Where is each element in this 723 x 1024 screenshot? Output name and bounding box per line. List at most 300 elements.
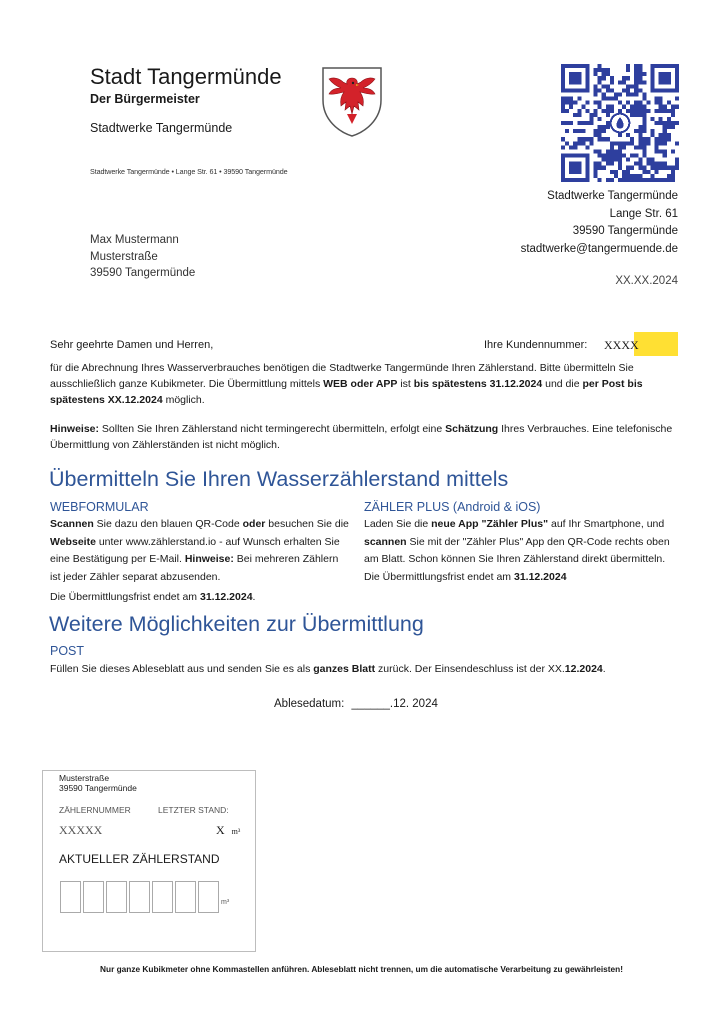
- qr-module: [638, 166, 642, 170]
- qr-module: [610, 170, 614, 174]
- qr-module: [634, 80, 638, 84]
- qr-module: [598, 154, 602, 158]
- qr-module: [646, 162, 650, 166]
- qr-module: [630, 141, 634, 145]
- qr-module: [598, 76, 602, 80]
- qr-module: [565, 109, 569, 113]
- qr-module: [646, 158, 650, 162]
- qr-module: [663, 129, 667, 133]
- qr-module: [581, 137, 585, 141]
- qr-module: [642, 105, 646, 109]
- qr-module: [585, 145, 589, 149]
- qr-module: [667, 133, 671, 137]
- qr-module: [598, 68, 602, 72]
- qr-module: [646, 109, 650, 113]
- qr-module: [626, 68, 630, 72]
- qr-module: [626, 158, 630, 162]
- qr-module: [634, 72, 638, 76]
- qr-module: [589, 113, 593, 117]
- qr-module: [675, 121, 679, 125]
- qr-module: [634, 105, 638, 109]
- qr-module: [642, 121, 646, 125]
- qr-module: [622, 178, 626, 182]
- last-reading-unit: m³: [231, 827, 241, 836]
- qr-module: [594, 133, 598, 137]
- qr-module: [634, 101, 638, 105]
- qr-module: [655, 101, 659, 105]
- qr-module: [602, 129, 606, 133]
- qr-module: [594, 101, 598, 105]
- qr-module: [598, 166, 602, 170]
- current-reading-unit: m³: [221, 899, 230, 906]
- qr-module: [642, 80, 646, 84]
- intro-paragraph: für die Abrechnung Ihres Wasserverbrauches benötigen die Stadtwerke Tangermünde Ihren Zählerstand. Bitte übermitteln Sie ausschließlich ganze Kubikmeter. Die Übermittlung mittels WEB oder APP ist bis spätestens 31.12.2024 und die per Post bis spätestens XX.12.2024 möglich.: [50, 362, 643, 406]
- qr-module: [655, 178, 659, 182]
- qr-module: [618, 109, 622, 113]
- qr-module: [667, 137, 671, 141]
- qr-module: [602, 154, 606, 158]
- qr-module: [561, 121, 565, 125]
- qr-module: [610, 88, 614, 92]
- qr-module: [638, 133, 642, 137]
- qr-module: [663, 105, 667, 109]
- qr-module: [614, 141, 618, 145]
- qr-module: [638, 72, 642, 76]
- web-form-text: Scannen Sie dazu den blauen QR-Code oder besuchen Sie die Webseite unter www.zählerstand.io - auf Wunsch erhalten Sie eine Bestätigung per E-Mail. Hinweise: Bei mehreren Zählern ist jeder Zähler separat abzusenden.: [50, 518, 349, 583]
- qr-module: [602, 68, 606, 72]
- qr-module: [667, 117, 671, 121]
- qr-module: [618, 166, 622, 170]
- qr-module: [626, 141, 630, 145]
- qr-module: [638, 76, 642, 80]
- qr-module: [598, 133, 602, 137]
- qr-module: [561, 137, 565, 141]
- qr-module: [634, 109, 638, 113]
- qr-module: [610, 97, 614, 101]
- qr-module: [659, 109, 663, 113]
- qr-module: [651, 129, 655, 133]
- qr-module: [646, 178, 650, 182]
- qr-module: [598, 105, 602, 109]
- qr-module: [622, 154, 626, 158]
- qr-module: [598, 88, 602, 92]
- qr-module: [626, 170, 630, 174]
- qr-module: [626, 109, 630, 113]
- qr-module: [581, 129, 585, 133]
- qr-module: [606, 137, 610, 141]
- coat-of-arms-icon: [321, 66, 383, 138]
- qr-module: [610, 149, 614, 153]
- digit-box[interactable]: [106, 881, 127, 913]
- qr-module: [642, 166, 646, 170]
- qr-module: [577, 137, 581, 141]
- qr-module: [594, 162, 598, 166]
- reading-date: [274, 698, 438, 710]
- qr-module: [655, 166, 659, 170]
- qr-module: [638, 174, 642, 178]
- qr-module: [642, 141, 646, 145]
- digit-box[interactable]: [198, 881, 219, 913]
- customer-number-label: Ihre Kundennummer:: [484, 339, 588, 351]
- qr-module: [610, 109, 614, 113]
- qr-module: [671, 178, 675, 182]
- qr-module: [610, 80, 614, 84]
- qr-module: [655, 137, 659, 141]
- qr-module: [594, 109, 598, 113]
- qr-module: [614, 174, 618, 178]
- qr-module: [581, 121, 585, 125]
- qr-module: [602, 137, 606, 141]
- qr-module: [602, 92, 606, 96]
- qr-module: [606, 84, 610, 88]
- qr-module: [642, 145, 646, 149]
- qr-module: [606, 113, 610, 117]
- qr-module: [667, 174, 671, 178]
- qr-module: [642, 72, 646, 76]
- qr-module: [569, 97, 573, 101]
- qr-module: [565, 101, 569, 105]
- qr-module: [561, 101, 565, 105]
- qr-module: [577, 113, 581, 117]
- qr-module: [594, 92, 598, 96]
- qr-module: [638, 88, 642, 92]
- qr-module: [638, 80, 642, 84]
- qr-module: [598, 64, 602, 68]
- qr-module: [573, 141, 577, 145]
- qr-module: [573, 113, 577, 117]
- qr-module: [638, 105, 642, 109]
- qr-module: [638, 68, 642, 72]
- qr-module: [638, 178, 642, 182]
- qr-module: [610, 76, 614, 80]
- qr-module: [659, 121, 663, 125]
- qr-module: [655, 121, 659, 125]
- qr-module: [642, 117, 646, 121]
- qr-module: [622, 170, 626, 174]
- qr-module: [606, 105, 610, 109]
- digit-box[interactable]: [129, 881, 150, 913]
- qr-module: [642, 129, 646, 133]
- qr-module: [651, 162, 655, 166]
- qr-module: [634, 76, 638, 80]
- qr-module: [663, 162, 667, 166]
- qr-module: [646, 141, 650, 145]
- qr-module: [618, 101, 622, 105]
- qr-module: [606, 178, 610, 182]
- qr-module: [638, 145, 642, 149]
- qr-module: [573, 101, 577, 105]
- qr-module: [598, 162, 602, 166]
- qr-module: [630, 154, 634, 158]
- qr-module: [606, 109, 610, 113]
- qr-module: [646, 101, 650, 105]
- qr-module: [598, 149, 602, 153]
- qr-module: [618, 141, 622, 145]
- digit-boxes: [60, 881, 219, 913]
- reading-date-label: Ablesedatum:: [274, 698, 345, 710]
- qr-module: [630, 178, 634, 182]
- utility-name: Stadtwerke Tangermünde: [90, 121, 233, 135]
- last-reading-value: X: [216, 823, 225, 837]
- qr-module: [659, 105, 663, 109]
- sender-email[interactable]: stadtwerke@tangermuende.de: [520, 242, 678, 255]
- qr-module: [577, 109, 581, 113]
- qr-module: [667, 125, 671, 129]
- qr-module: [651, 117, 655, 121]
- app-title: ZÄHLER PLUS (Android & iOS): [364, 500, 541, 514]
- qr-module: [655, 97, 659, 101]
- qr-module: [602, 109, 606, 113]
- qr-module: [659, 97, 663, 101]
- qr-module: [626, 133, 630, 137]
- qr-module: [614, 170, 618, 174]
- qr-module: [651, 158, 655, 162]
- qr-module: [659, 149, 663, 153]
- qr-module: [569, 145, 573, 149]
- qr-module: [585, 101, 589, 105]
- qr-module: [642, 170, 646, 174]
- qr-module: [626, 84, 630, 88]
- qr-module: [598, 125, 602, 129]
- qr-module: [659, 137, 663, 141]
- qr-module: [659, 162, 663, 166]
- meter-number-label: ZÄHLERNUMMER: [59, 805, 131, 815]
- qr-module: [638, 109, 642, 113]
- qr-module: [622, 105, 626, 109]
- qr-module: [638, 113, 642, 117]
- app-text: Laden Sie die neue App "Zähler Plus" auf Ihr Smartphone, und scannen Sie mit der "Zähler Plus" App den QR-Code rechts oben am Blatt. Schon können Sie Ihren Zählerstand direkt übermitteln. Die Übermittlungsfrist endet am 31.12.2024: [364, 518, 670, 583]
- qr-module: [565, 141, 569, 145]
- qr-module: [606, 88, 610, 92]
- qr-module: [638, 125, 642, 129]
- card-city: 39590 Tangermünde: [59, 783, 137, 793]
- recipient-city: 39590 Tangermünde: [90, 267, 196, 279]
- qr-module: [589, 121, 593, 125]
- qr-module: [634, 178, 638, 182]
- qr-module: [634, 129, 638, 133]
- qr-module: [671, 166, 675, 170]
- qr-module: [561, 109, 565, 113]
- qr-module: [622, 88, 626, 92]
- qr-module: [675, 141, 679, 145]
- qr-module: [634, 174, 638, 178]
- qr-module: [598, 178, 602, 182]
- qr-module: [589, 137, 593, 141]
- last-reading-label: LETZTER STAND:: [158, 805, 229, 815]
- qr-module: [594, 174, 598, 178]
- qr-module: [594, 88, 598, 92]
- qr-module: [602, 72, 606, 76]
- qr-module: [610, 178, 614, 182]
- customer-number-value: XXXX: [604, 338, 639, 352]
- qr-module: [659, 141, 663, 145]
- section-title-other: Weitere Möglichkeiten zur Übermittlung: [49, 612, 424, 636]
- qr-module: [626, 64, 630, 68]
- qr-module: [606, 125, 610, 129]
- qr-module: [671, 149, 675, 153]
- card-street: Musterstraße: [59, 773, 110, 783]
- qr-module: [561, 97, 565, 101]
- qr-module: [634, 88, 638, 92]
- qr-module: [646, 137, 650, 141]
- qr-module: [675, 105, 679, 109]
- qr-module: [663, 125, 667, 129]
- qr-module: [642, 109, 646, 113]
- digit-box[interactable]: [83, 881, 104, 913]
- qr-module: [565, 129, 569, 133]
- qr-module: [577, 121, 581, 125]
- letterhead: [90, 64, 282, 135]
- qr-module: [659, 133, 663, 137]
- qr-module: [651, 133, 655, 137]
- reading-date-blank[interactable]: ______: [351, 698, 390, 710]
- qr-module: [585, 109, 589, 113]
- qr-module: [642, 113, 646, 117]
- recipient-street: Musterstraße: [90, 250, 158, 263]
- qr-module: [622, 76, 626, 80]
- qr-module: [606, 158, 610, 162]
- qr-module: [573, 129, 577, 133]
- qr-module: [561, 145, 565, 149]
- qr-module: [606, 121, 610, 125]
- qr-module: [602, 166, 606, 170]
- qr-module: [602, 84, 606, 88]
- qr-module: [675, 97, 679, 101]
- qr-module: [667, 166, 671, 170]
- qr-module: [618, 158, 622, 162]
- qr-module: [573, 145, 577, 149]
- current-reading-label: AKTUELLER ZÄHLERSTAND: [59, 852, 220, 866]
- qr-module: [626, 178, 630, 182]
- qr-module: [622, 141, 626, 145]
- qr-module: [642, 149, 646, 153]
- qr-module: [663, 109, 667, 113]
- qr-module: [663, 133, 667, 137]
- qr-module: [655, 145, 659, 149]
- qr-module: [614, 92, 618, 96]
- qr-module: [606, 162, 610, 166]
- reading-card: [42, 770, 256, 952]
- qr-module: [610, 145, 614, 149]
- qr-module: [565, 97, 569, 101]
- qr-module: [614, 97, 618, 101]
- salutation: Sehr geehrte Damen und Herren,: [50, 339, 214, 351]
- qr-module: [667, 109, 671, 113]
- digit-box[interactable]: [60, 881, 81, 913]
- qr-module: [581, 141, 585, 145]
- qr-module: [610, 158, 614, 162]
- qr-code[interactable]: [561, 64, 679, 182]
- qr-module: [585, 121, 589, 125]
- qr-module: [634, 84, 638, 88]
- qr-module: [638, 137, 642, 141]
- qr-module: [561, 105, 565, 109]
- return-address: Stadtwerke Tangermünde • Lange Str. 61 • 39590 Tangermünde: [90, 167, 288, 176]
- digit-box[interactable]: [175, 881, 196, 913]
- qr-module: [614, 149, 618, 153]
- qr-module: [630, 166, 634, 170]
- qr-module: [663, 121, 667, 125]
- qr-module: [602, 158, 606, 162]
- qr-module: [675, 158, 679, 162]
- qr-module: [594, 113, 598, 117]
- customer-number-highlight: [634, 332, 678, 356]
- qr-module: [659, 117, 663, 121]
- hint-paragraph: Hinweise: Sollten Sie Ihren Zählerstand nicht termingerecht übermitteln, erfolgt eine Schätzung Ihres Verbrauches. Eine telefonische Übermittlung von Zählerständen ist nicht möglich.: [50, 423, 673, 451]
- qr-module: [663, 178, 667, 182]
- qr-module: [606, 68, 610, 72]
- qr-module: [622, 80, 626, 84]
- qr-module: [594, 166, 598, 170]
- qr-module: [630, 113, 634, 117]
- qr-module: [642, 125, 646, 129]
- qr-module: [638, 158, 642, 162]
- qr-module: [634, 113, 638, 117]
- qr-module: [581, 105, 585, 109]
- qr-module: [667, 178, 671, 182]
- qr-module: [675, 166, 679, 170]
- qr-module: [618, 162, 622, 166]
- qr-module: [642, 97, 646, 101]
- qr-module: [614, 158, 618, 162]
- qr-module: [663, 137, 667, 141]
- qr-module: [667, 121, 671, 125]
- qr-module: [634, 162, 638, 166]
- recipient-block: [90, 232, 195, 282]
- qr-module: [642, 92, 646, 96]
- qr-module: [618, 80, 622, 84]
- qr-module: [659, 72, 671, 84]
- web-form-deadline: Die Übermittlungsfrist endet am 31.12.2024.: [50, 591, 256, 603]
- qr-module: [642, 178, 646, 182]
- qr-module: [638, 162, 642, 166]
- qr-module: [594, 72, 598, 76]
- qr-module: [610, 162, 614, 166]
- qr-module: [626, 174, 630, 178]
- qr-module: [598, 129, 602, 133]
- qr-module: [655, 162, 659, 166]
- qr-module: [622, 145, 626, 149]
- qr-module: [606, 154, 610, 158]
- qr-module: [671, 109, 675, 113]
- qr-module: [577, 97, 581, 101]
- last-reading: [216, 823, 240, 838]
- qr-module: [638, 141, 642, 145]
- qr-module: [610, 141, 614, 145]
- qr-module: [598, 137, 602, 141]
- qr-module: [638, 129, 642, 133]
- reading-date-suffix: .12. 2024: [389, 698, 438, 710]
- qr-module: [630, 109, 634, 113]
- web-form-title: WEBFORMULAR: [50, 500, 149, 514]
- qr-module: [671, 125, 675, 129]
- qr-module: [569, 121, 573, 125]
- qr-module: [618, 149, 622, 153]
- qr-module: [663, 141, 667, 145]
- qr-module: [577, 129, 581, 133]
- digit-box[interactable]: [152, 881, 173, 913]
- qr-module: [630, 92, 634, 96]
- sender-street: Lange Str. 61: [609, 207, 678, 220]
- qr-module: [614, 154, 618, 158]
- qr-module: [569, 162, 581, 174]
- qr-module: [630, 84, 634, 88]
- qr-module: [594, 170, 598, 174]
- qr-module: [634, 145, 638, 149]
- qr-module: [610, 105, 614, 109]
- qr-module: [594, 129, 598, 133]
- qr-module: [634, 92, 638, 96]
